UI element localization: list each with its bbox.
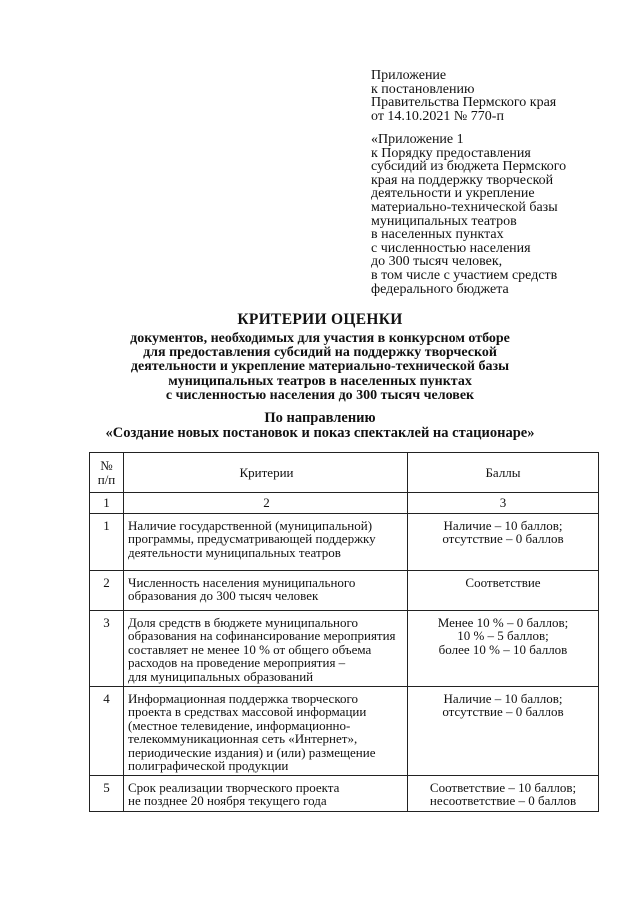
criteria-line: Наличие государственной (муниципальной) <box>128 518 373 533</box>
index-cell: 2 <box>124 493 408 514</box>
header-num-line: № <box>100 458 113 474</box>
subtitle-line: документов, необходимых для участия в конкурсном отборе <box>130 331 510 346</box>
points-line: Наличие – 10 баллов; <box>443 691 563 706</box>
appendix-ref-line: края на поддержку творческой <box>371 172 554 188</box>
row-num: 1 <box>90 514 124 571</box>
table-row <box>90 687 599 776</box>
direction-line: По направлению <box>264 410 376 426</box>
criteria-line: расходов на проведение мероприятия – <box>128 655 346 671</box>
row-points <box>408 611 599 687</box>
appendix-reference <box>371 133 566 296</box>
appendix-ref-line: деятельности и укрепление <box>371 186 535 202</box>
criteria-line: не позднее 20 ноября текущего года <box>128 793 327 809</box>
header-points: Баллы <box>408 453 599 493</box>
criteria-table <box>89 452 599 812</box>
points-line: несоответствие – 0 баллов <box>429 793 577 809</box>
row-criteria <box>124 514 408 571</box>
row-criteria <box>124 611 408 687</box>
row-criteria <box>124 687 408 776</box>
appendix-line: от 14.10.2021 № 770-п <box>371 108 504 124</box>
appendix-ref-line: «Приложение 1 <box>371 132 464 147</box>
points-line: отсутствие – 0 баллов <box>442 531 564 547</box>
table-row <box>90 571 599 611</box>
criteria-line: для муниципальных образований <box>128 668 314 684</box>
criteria-line: Численность населения муниципального <box>128 575 356 590</box>
appendix-ref-line: с численностью населения <box>371 240 531 256</box>
index-cell: 3 <box>408 493 599 514</box>
direction-heading <box>0 411 640 441</box>
row-num: 2 <box>90 571 124 611</box>
appendix-ref-line: субсидий из бюджета Пермского <box>371 159 567 175</box>
criteria-line: образования на софинансирование мероприятия <box>128 628 396 644</box>
subtitle-line: с численностью населения до 300 тысяч человек <box>165 387 475 403</box>
criteria-line: Информационная поддержка творческого <box>128 691 358 706</box>
document-subtitle <box>0 332 640 403</box>
points-line: отсутствие – 0 баллов <box>442 704 564 720</box>
direction-line: «Создание новых постановок и показ спектаклей на стационаре» <box>105 425 535 441</box>
table-index-row <box>90 493 599 514</box>
appendix-ref-line: материально-технической базы <box>371 199 558 215</box>
appendix-line: Приложение <box>371 68 447 83</box>
criteria-line: программы, предусматривающей поддержку <box>128 531 376 547</box>
points-line: 10 % – 5 баллов; <box>457 628 549 644</box>
row-points <box>408 687 599 776</box>
table-row <box>90 776 599 812</box>
criteria-line: образования до 300 тысяч человек <box>128 588 319 604</box>
row-criteria <box>124 571 408 611</box>
appendix-ref-line: в том числе с участием средств <box>371 267 558 283</box>
table-row <box>90 611 599 687</box>
row-points <box>408 514 599 571</box>
header-criteria: Критерии <box>124 453 408 493</box>
appendix-line: к постановлению <box>371 81 475 97</box>
subtitle-line: для предоставления субсидий на поддержку творческой <box>143 345 497 361</box>
points-line: Менее 10 % – 0 баллов; <box>437 615 569 630</box>
criteria-line: Срок реализации творческого проекта <box>128 780 340 795</box>
document-title: КРИТЕРИИ ОЦЕНКИ <box>237 311 403 328</box>
subtitle-line: муниципальных театров в населенных пунктах <box>168 373 472 389</box>
header-num <box>90 453 124 493</box>
points-line: более 10 % – 10 баллов <box>438 641 568 657</box>
appendix-header <box>371 69 556 123</box>
row-num: 5 <box>90 776 124 812</box>
row-criteria <box>124 776 408 812</box>
appendix-ref-line: федерального бюджета <box>371 281 509 297</box>
appendix-ref-line: до 300 тысяч человек, <box>371 254 503 270</box>
criteria-line: проекта в средствах массовой информации <box>128 704 367 720</box>
appendix-ref-line: к Порядку предоставления <box>371 145 531 161</box>
criteria-line: периодические издания) и (или) размещение <box>128 744 376 760</box>
row-num: 4 <box>90 687 124 776</box>
subtitle-line: деятельности и укрепление материально-технической базы <box>130 359 510 375</box>
row-points <box>408 776 599 812</box>
criteria-line: деятельности муниципальных театров <box>128 544 341 560</box>
table-row <box>90 514 599 571</box>
table-header-row <box>90 453 599 493</box>
appendix-ref-line: в населенных пунктах <box>371 227 504 243</box>
points-line: Соответствие – 10 баллов; <box>429 780 577 795</box>
criteria-line: составляет не менее 10 % от общего объема <box>128 641 372 657</box>
index-cell: 1 <box>90 493 124 514</box>
appendix-ref-line: муниципальных театров <box>371 213 517 229</box>
criteria-line: телекоммуникационная сеть «Интернет», <box>128 731 358 747</box>
header-num-line: п/п <box>97 471 116 487</box>
appendix-line: Правительства Пермского края <box>371 95 557 111</box>
row-num: 3 <box>90 611 124 687</box>
criteria-line: Доля средств в бюджете муниципального <box>128 615 358 630</box>
criteria-line: полиграфической продукции <box>128 758 289 774</box>
points-line: Соответствие <box>465 575 541 590</box>
criteria-line: (местное телевидение, информационно- <box>128 717 351 733</box>
row-points <box>408 571 599 611</box>
points-line: Наличие – 10 баллов; <box>443 518 563 533</box>
